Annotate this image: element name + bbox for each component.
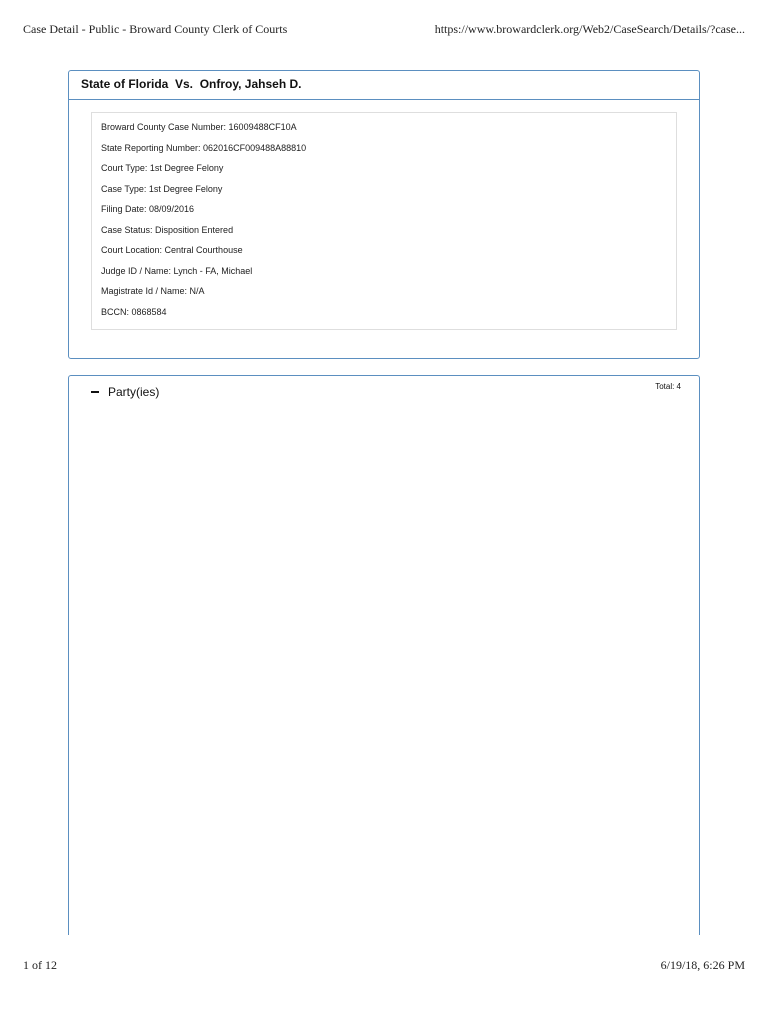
print-footer — [23, 958, 745, 974]
print-page-title: Case Detail - Public - Broward County Clerk of Courts — [23, 22, 288, 36]
collapse-minus-icon[interactable] — [91, 391, 99, 393]
state-reporting-number: State Reporting Number: 062016CF009488A88810 — [101, 142, 307, 153]
case-details-box — [91, 112, 677, 330]
print-header — [23, 22, 745, 38]
parties-panel — [68, 375, 700, 935]
judge-name: Judge ID / Name: Lynch - FA, Michael — [101, 265, 253, 276]
filing-date: Filing Date: 08/09/2016 — [101, 204, 195, 214]
parties-toggle[interactable] — [91, 385, 159, 399]
court-location: Court Location: Central Courthouse — [101, 245, 243, 255]
case-style-heading — [69, 71, 699, 100]
print-timestamp: 6/19/18, 6:26 PM — [660, 958, 745, 972]
case-status: Case Status: Disposition Entered — [101, 224, 234, 235]
parties-total: Total: 4 — [655, 382, 681, 391]
parties-label: Party(ies) — [108, 385, 160, 399]
bccn: BCCN: 0868584 — [101, 306, 167, 317]
case-number: Broward County Case Number: 16009488CF10A — [101, 122, 297, 132]
court-type: Court Type: 1st Degree Felony — [101, 163, 224, 173]
case-summary-panel — [68, 70, 700, 359]
case-style-title: State of Florida Vs. Onfroy, Jahseh D. — [81, 77, 302, 91]
case-type: Case Type: 1st Degree Felony — [101, 183, 223, 194]
magistrate-name: Magistrate Id / Name: N/A — [101, 286, 205, 296]
print-page-url: https://www.browardclerk.org/Web2/CaseSearch/Details/?case... — [434, 22, 745, 36]
page-number: 1 of 12 — [23, 958, 57, 972]
